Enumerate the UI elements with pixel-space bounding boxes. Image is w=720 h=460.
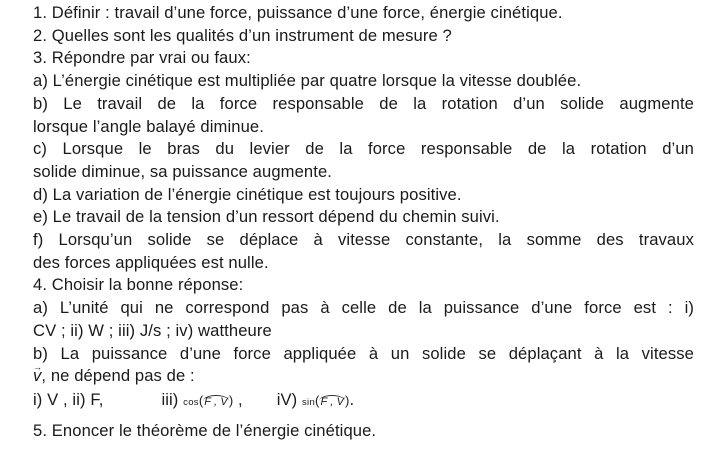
choice-iv-period: .: [349, 389, 355, 409]
choice-i-ii: i) V , ii) F,: [33, 389, 104, 409]
q3-item-b-line1: b) Le travail de la force responsable de la rotation d’un solide augmente: [33, 93, 694, 113]
q3-item-e: e) Le travail de la tension d’un ressort dépend du chemin suivi.: [33, 207, 500, 227]
question-4-heading: 4. Choisir la bonne réponse:: [33, 275, 244, 295]
q4-item-a-line1: a) L’unité qui ne correspond pas à celle de la puissance d’une force est : i): [33, 298, 694, 318]
q3-item-d: d) La variation de l’énergie cinétique est toujours positive.: [33, 184, 462, 204]
question-5: 5. Enoncer le théorème de l’énergie cinétique.: [33, 420, 377, 440]
q4-item-b-line2-text: , ne dépend pas de :: [41, 366, 195, 386]
question-1: 1. Définir : travail d’une force, puissance d’une force, énergie cinétique.: [33, 3, 563, 22]
q3-item-c-line1: c) Lorsque le bras du levier de la force responsable de la rotation d’un: [33, 139, 694, 159]
q4-item-b-line2: [33, 365, 694, 388]
q4-item-a-line2: CV ; ii) W ; iii) J/s ; iv) wattheure: [33, 320, 272, 340]
q3-item-a: a) L’énergie cinétique est multipliée par quatre lorsque la vitesse doublée.: [33, 71, 582, 91]
choice-iii-comma: ,: [237, 389, 243, 409]
choice-iv-angle: F , V: [320, 395, 345, 408]
q3-item-c-line2: solide diminue, sa puissance augmente.: [33, 161, 332, 181]
choice-iii-label: iii): [161, 389, 179, 409]
q3-item-f-line1: f) Lorsqu’un solide se déplace à vitesse constante, la somme des travaux: [33, 230, 694, 250]
q3-item-b-line2: lorsque l’angle balayé diminue.: [33, 116, 264, 136]
question-3-heading: 3. Répondre par vrai ou faux:: [33, 48, 251, 68]
choice-iii-func: cos: [183, 396, 199, 408]
velocity-vector: → v: [33, 365, 41, 388]
q3-item-f-line2: des forces appliquées est nulle.: [33, 252, 269, 272]
question-2: 2. Quelles sont les qualités d’un instrument de mesure ?: [33, 25, 452, 45]
q4-item-b-choices: i) V , ii) F, iii) cos ( F , V ) , iV) sin ( F , V ) .: [33, 389, 694, 415]
choice-iii-angle: F , V: [204, 395, 228, 408]
choice-iv-func: sin: [302, 396, 316, 408]
q4-item-b-line1: b) La puissance d’une force appliquée à un solide se déplaçant à la vitesse: [33, 343, 694, 363]
choice-iv-label: iV): [276, 389, 298, 409]
